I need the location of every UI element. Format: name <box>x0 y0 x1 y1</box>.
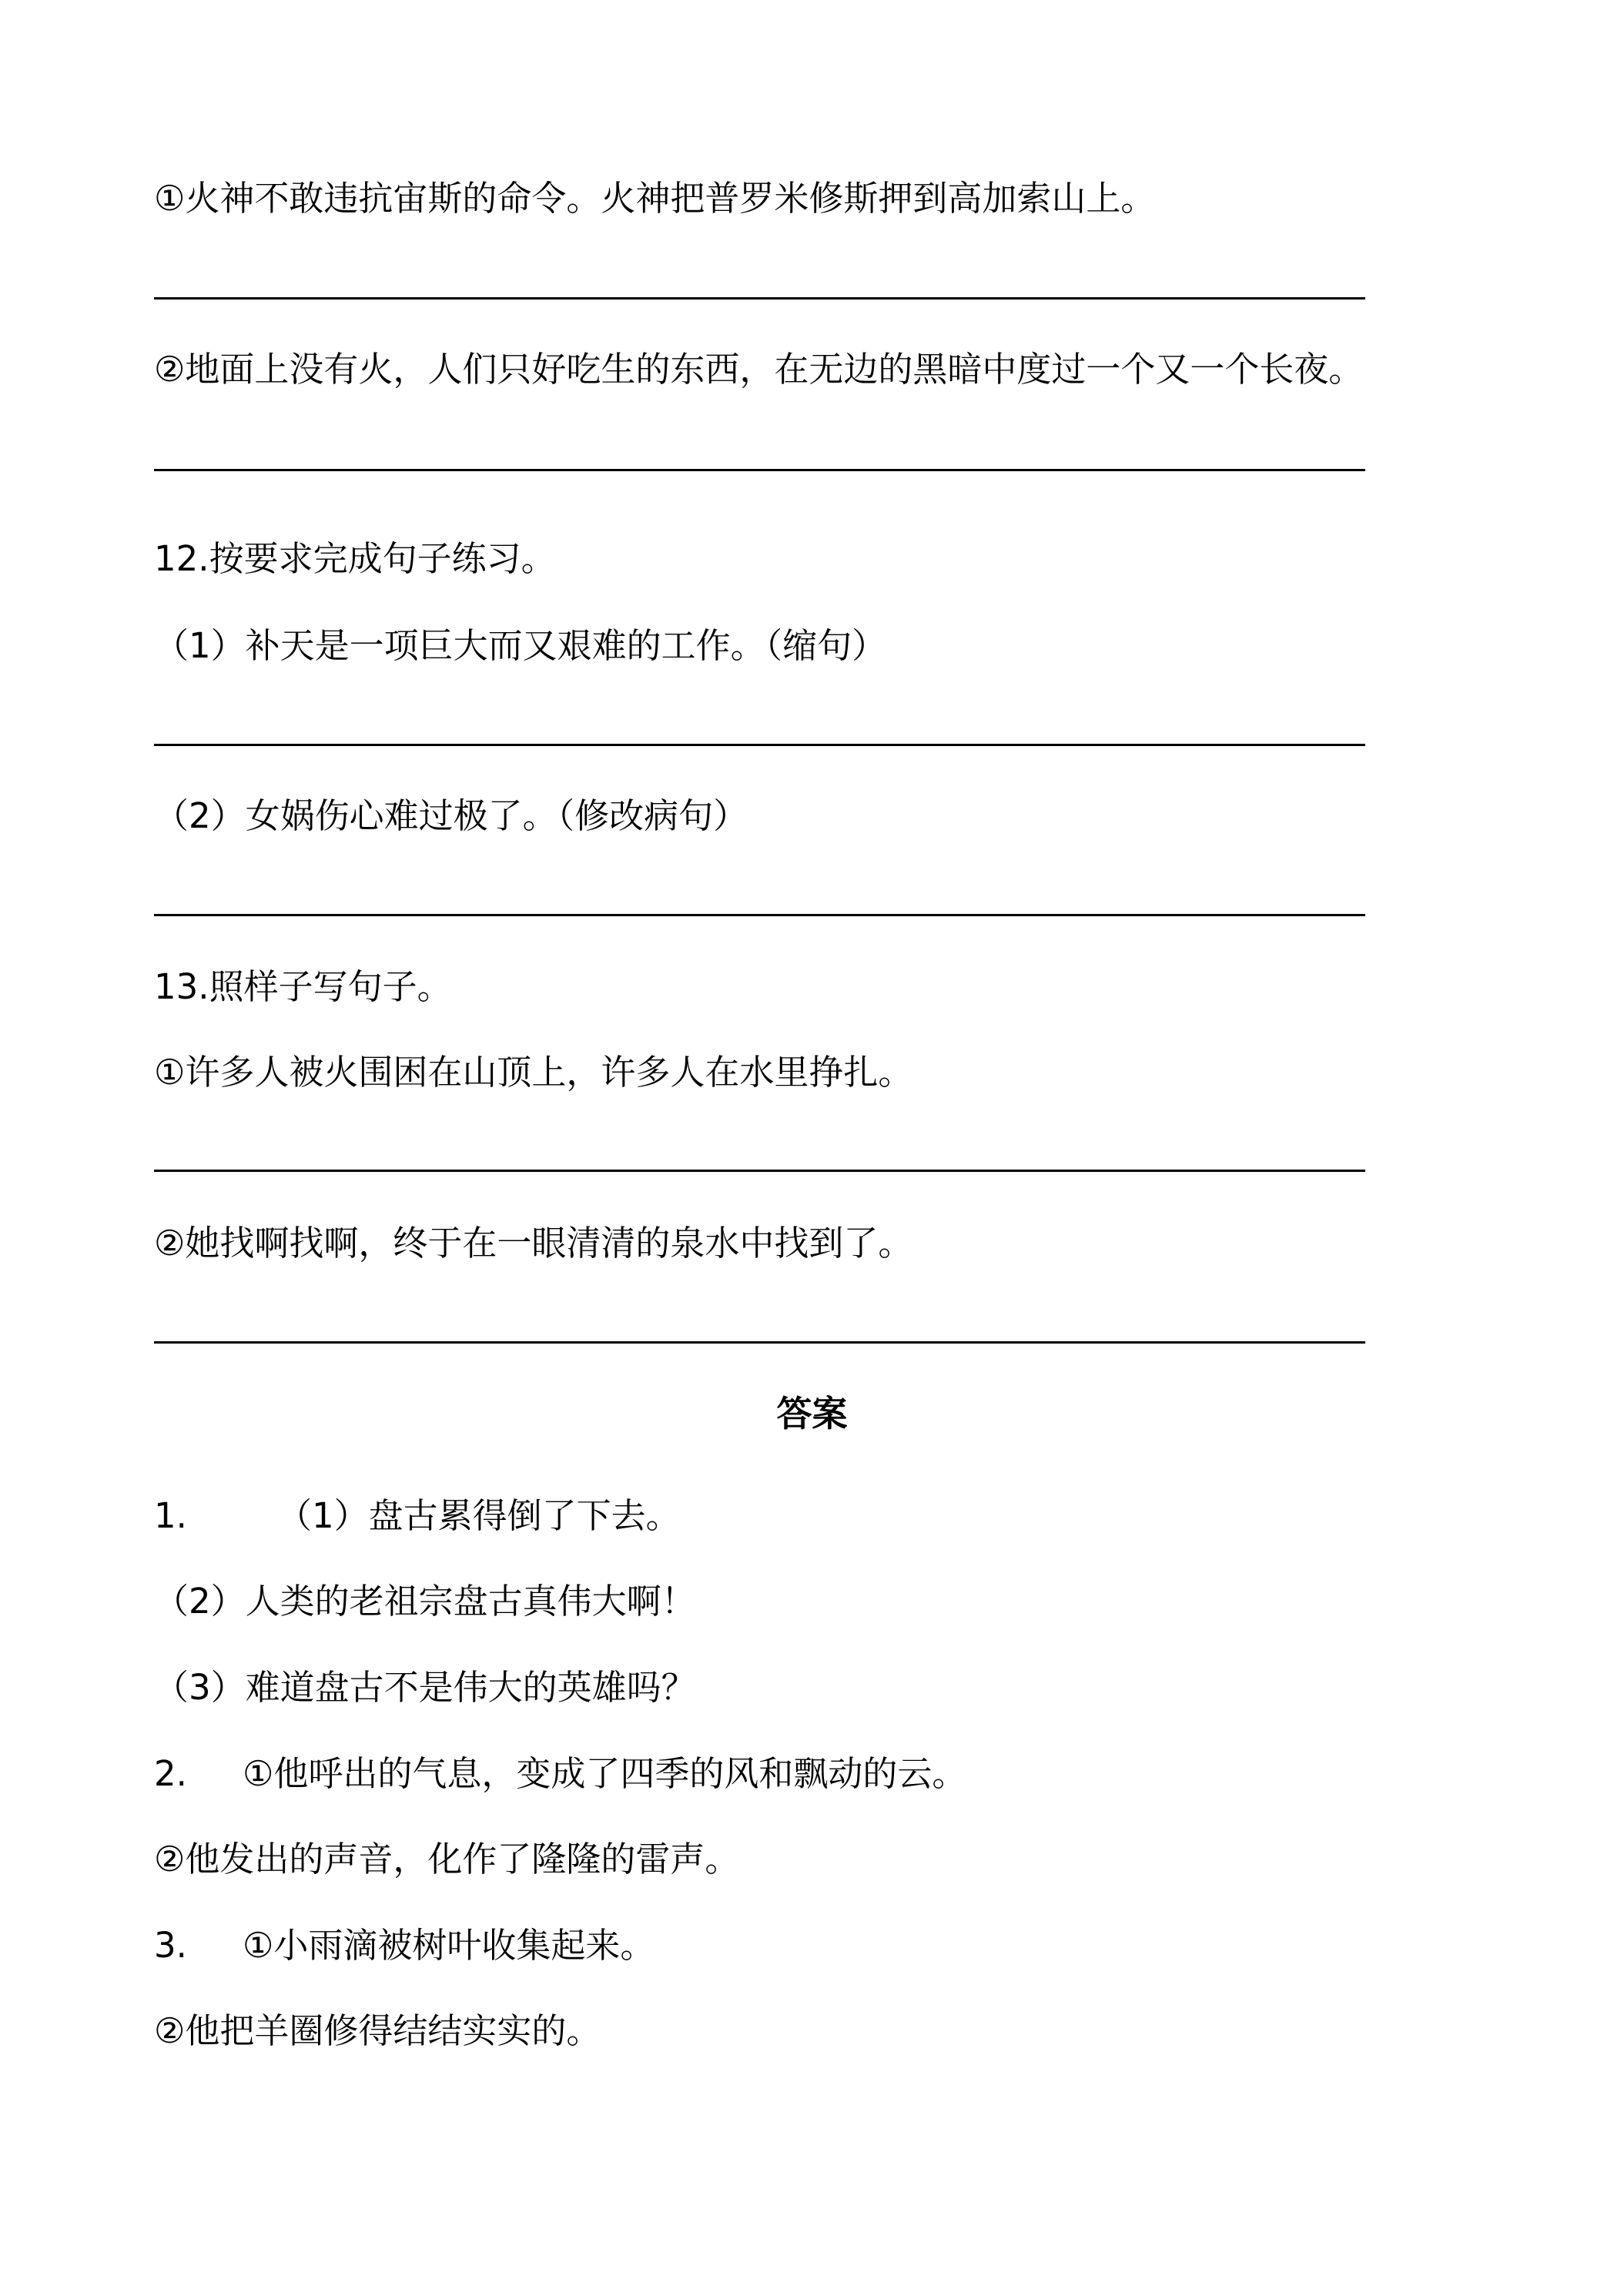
answer-3-line-1 <box>154 1923 655 1969</box>
answer-1-line-1 <box>154 1493 681 1539</box>
answer-blank-line[interactable] <box>154 744 1365 746</box>
answer-1-line-3: （3）难道盘古不是伟大的英雄吗？ <box>154 1667 696 1708</box>
answer-number: 3. <box>154 1925 187 1966</box>
answer-1-line-2: （2）人类的老祖宗盘古真伟大啊！ <box>154 1581 696 1622</box>
q11-sentence-1: ①火神不敢违抗宙斯的命令。火神把普罗米修斯押到高加索山上。 <box>154 178 1156 219</box>
answer-number: 1. <box>154 1495 187 1536</box>
q12-sentence-2: （2）女娲伤心难过极了。（修改病句） <box>154 795 748 836</box>
answer-text: （1）盘古累得倒了下去。 <box>277 1495 681 1536</box>
answer-blank-line[interactable] <box>154 469 1365 471</box>
answer-blank-line[interactable] <box>154 297 1365 300</box>
answer-number: 2. <box>154 1753 187 1794</box>
answer-2-line-2: ②他发出的声音，化作了隆隆的雷声。 <box>154 1839 740 1879</box>
q13-title: 13.照样子写句子。 <box>154 966 452 1007</box>
answer-text: ①小雨滴被树叶收集起来。 <box>243 1925 655 1966</box>
answer-2-line-1 <box>154 1751 966 1797</box>
q11-sentence-2: ②地面上没有火，人们只好吃生的东西，在无边的黑暗中度过一个又一个长夜。 <box>154 349 1364 390</box>
answer-blank-line[interactable] <box>154 1341 1365 1344</box>
q13-sentence-1: ①许多人被火围困在山顶上，许多人在水里挣扎。 <box>154 1052 913 1093</box>
q12-sentence-1: （1）补天是一项巨大而又艰难的工作。（缩句） <box>154 625 887 666</box>
answers-heading: 答案 <box>776 1393 848 1434</box>
answer-blank-line[interactable] <box>154 1170 1365 1172</box>
answer-3-line-2: ②他把羊圈修得结结实实的。 <box>154 2010 601 2051</box>
q12-title: 12.按要求完成句子练习。 <box>154 538 556 579</box>
answer-blank-line[interactable] <box>154 914 1365 916</box>
q13-sentence-2: ②她找啊找啊，终于在一眼清清的泉水中找到了。 <box>154 1223 913 1263</box>
answer-text: ①他呼出的气息，变成了四季的风和飘动的云。 <box>243 1753 967 1794</box>
